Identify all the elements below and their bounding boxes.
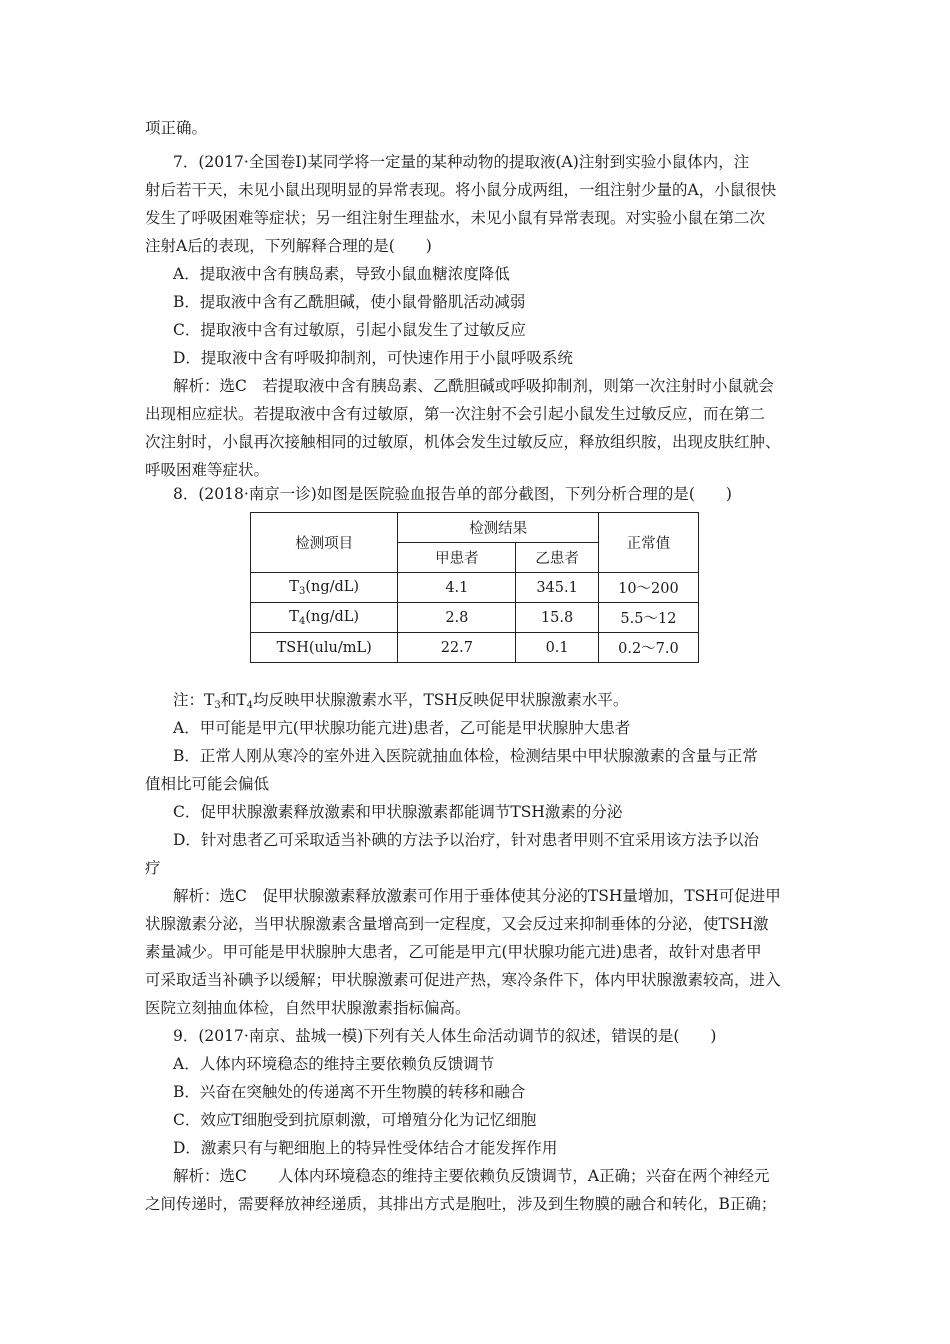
q8-option-c: C．促甲状腺激素释放激素和甲状腺激素都能调节TSH激素的分泌 xyxy=(173,803,623,821)
table-row xyxy=(251,633,699,663)
q7-stem-line-2: 射后若干天，未见小鼠出现明显的异常表现。将小鼠分成两组，一组注射少量的A，小鼠很快 xyxy=(145,181,777,199)
row-t3-patient-a: 4.1 xyxy=(398,573,516,603)
q7-stem-line-1: 7．(2017·全国卷Ⅰ)某同学将一定量的某种动物的提取液(A)注射到实验小鼠体内，注 xyxy=(173,153,750,171)
q9-analysis-line-2: 之间传递时，需要释放神经递质，其排出方式是胞吐，涉及到生物膜的融合和转化，B正确； xyxy=(145,1195,777,1213)
blood-test-table xyxy=(250,512,699,663)
q7-analysis-line-2: 出现相应症状。若提取液中含有过敏原，第一次注射不会引起小鼠发生过敏反应，而在第二 xyxy=(145,405,766,423)
q9-option-b: B．兴奋在突触处的传递离不开生物膜的转移和融合 xyxy=(173,1083,526,1101)
q7-stem-line-4: 注射A后的表现，下列解释合理的是( ) xyxy=(145,237,432,255)
q7-option-b: B．提取液中含有乙酰胆碱，使小鼠骨骼肌活动减弱 xyxy=(173,293,526,311)
q7-analysis-line-1: 解析：选C 若提取液中含有胰岛素、乙酰胆碱或呼吸抑制剂，则第一次注射时小鼠就会 xyxy=(173,377,774,395)
q8-option-b-line-2: 值相比可能会偏低 xyxy=(145,775,270,793)
q8-option-d-line-1: D．针对患者乙可采取适当补碘的方法予以治疗，针对患者甲则不宜采用该方法予以治 xyxy=(173,831,759,849)
row-t4-normal: 5.5～12 xyxy=(598,603,698,633)
q9-option-d: D．激素只有与靶细胞上的特异性受体结合才能发挥作用 xyxy=(173,1139,558,1157)
row-t4-name: $T_4(ng/dL)$ xyxy=(251,603,398,633)
q9-option-a: A．人体内环境稳态的维持主要依赖负反馈调节 xyxy=(173,1055,495,1073)
q8-option-a: A．甲可能是甲亢(甲状腺功能亢进)患者，乙可能是甲状腺肿大患者 xyxy=(173,719,631,737)
q9-analysis-line-1: 解析：选C 人体内环境稳态的维持主要依赖负反馈调节，A正确；兴奋在两个神经元 xyxy=(173,1167,770,1185)
header-test-result: 检测结果 xyxy=(398,513,598,543)
row-t3-normal: 10～200 xyxy=(598,573,698,603)
q9-option-c: C．效应T细胞受到抗原刺激，可增殖分化为记忆细胞 xyxy=(173,1111,537,1129)
q7-option-d: D．提取液中含有呼吸抑制剂，可快速作用于小鼠呼吸系统 xyxy=(173,349,573,367)
q8-table-note: 注：$T_3$和$T_4$均反映甲状腺激素水平，TSH反映促甲状腺激素水平。 xyxy=(173,691,629,711)
q8-stem: 8．(2018·南京一诊)如图是医院验血报告单的部分截图，下列分析合理的是( ) xyxy=(173,485,732,503)
q8-option-d-line-2: 疗 xyxy=(145,859,161,877)
q8-analysis-line-1: 解析：选C 促甲状腺激素释放激素可作用于垂体使其分泌的TSH量增加，TSH可促进甲 xyxy=(173,887,781,905)
table-row xyxy=(251,603,699,633)
row-tsh-normal: 0.2～7.0 xyxy=(598,633,698,663)
q7-stem-line-3: 发生了呼吸困难等症状；另一组注射生理盐水，未见小鼠有异常表现。对实验小鼠在第二次 xyxy=(145,209,766,227)
q7-analysis-line-4: 呼吸困难等症状。 xyxy=(145,461,270,479)
q8-option-b-line-1: B．正常人刚从寒冷的室外进入医院就抽血体检，检测结果中甲状腺激素的含量与正常 xyxy=(173,747,758,765)
row-t3-patient-b: 345.1 xyxy=(516,573,599,603)
previous-answer-tail: 项正确。 xyxy=(145,119,208,137)
row-tsh-name: TSH(ulu/mL) xyxy=(251,633,398,663)
header-normal-value: 正常值 xyxy=(598,513,698,573)
header-test-item: 检测项目 xyxy=(251,513,398,573)
q7-analysis-line-3: 次注射时，小鼠再次接触相同的过敏原，机体会发生过敏反应，释放组织胺，出现皮肤红肿、 xyxy=(145,433,781,451)
header-patient-a: 甲患者 xyxy=(398,543,516,573)
row-t4-patient-b: 15.8 xyxy=(516,603,599,633)
table-row xyxy=(251,573,699,603)
q8-analysis-line-5: 医院立刻抽血体检，自然甲状腺激素指标偏高。 xyxy=(145,999,471,1017)
q8-analysis-line-2: 状腺激素分泌，当甲状腺激素含量增高到一定程度，又会反过来抑制垂体的分泌，使TSH激 xyxy=(145,915,769,933)
header-patient-b: 乙患者 xyxy=(516,543,599,573)
q8-analysis-line-3: 素量减少。甲可能是甲状腺肿大患者，乙可能是甲亢(甲状腺功能亢进)患者，故针对患者甲 xyxy=(145,943,762,961)
row-tsh-patient-b: 0.1 xyxy=(516,633,599,663)
q7-option-c: C．提取液中含有过敏原，引起小鼠发生了过敏反应 xyxy=(173,321,526,339)
q9-stem: 9．(2017·南京、盐城一模)下列有关人体生命活动调节的叙述，错误的是( ) xyxy=(173,1027,717,1045)
row-t4-patient-a: 2.8 xyxy=(398,603,516,633)
q7-option-a: A．提取液中含有胰岛素，导致小鼠血糖浓度降低 xyxy=(173,265,510,283)
row-t3-name: $T_3(ng/dL)$ xyxy=(251,573,398,603)
row-tsh-patient-a: 22.7 xyxy=(398,633,516,663)
q8-analysis-line-4: 可采取适当补碘予以缓解；甲状腺激素可促进产热，寒冷条件下，体内甲状腺激素较高，进入 xyxy=(145,971,781,989)
